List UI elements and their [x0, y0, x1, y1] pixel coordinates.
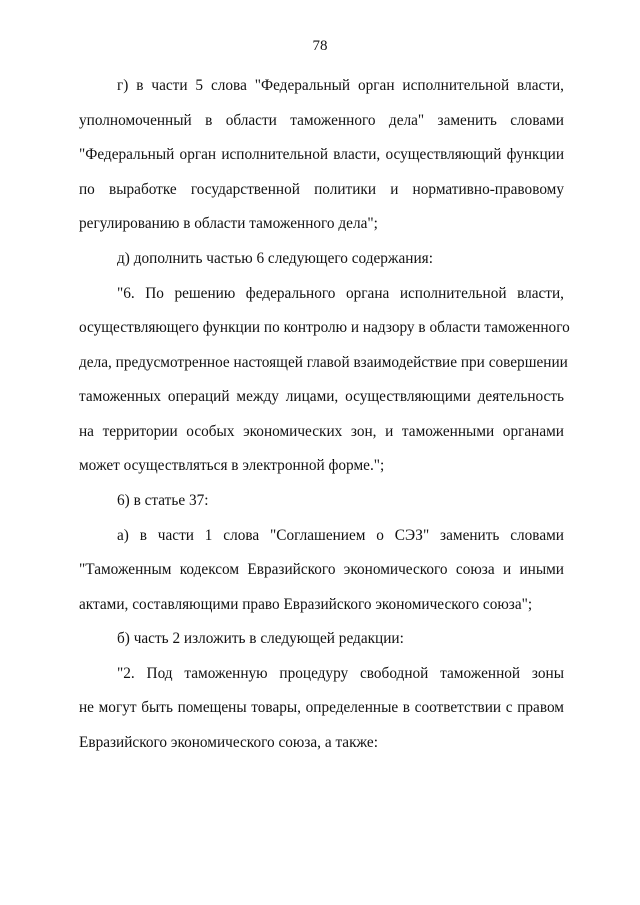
text-line: осуществляющего функции по контролю и надзору в области таможенного	[79, 319, 570, 336]
text-line: "Федеральный орган исполнительной власти, осуществляющий функции	[79, 146, 564, 163]
text-line: регулированию в области таможенного дела";	[79, 215, 378, 232]
text-line: может осуществляться в электронной форме.";	[79, 457, 385, 474]
text-line: уполномоченный в области таможенного дела" заменить словами	[79, 112, 564, 129]
text-line: на территории особых экономических зон, и таможенными органами	[79, 423, 564, 440]
text-line: по выработке государственной политики и нормативно-правовому	[79, 181, 564, 198]
text-line: г) в части 5 слова "Федеральный орган исполнительной власти,	[117, 77, 564, 94]
text-line: 6) в статье 37:	[117, 492, 209, 509]
text-line: "6. По решению федерального органа исполнительной власти,	[117, 285, 564, 302]
text-line: "2. Под таможенную процедуру свободной таможенной зоны	[117, 665, 564, 682]
text-line: дела, предусмотренное настоящей главой взаимодействие при совершении	[79, 354, 568, 371]
text-line: таможенных операций между лицами, осуществляющими деятельность	[79, 388, 564, 405]
text-line: "Таможенным кодексом Евразийского экономического союза и иными	[79, 561, 564, 578]
text-line: актами, составляющими право Евразийского экономического союза";	[79, 596, 533, 613]
text-line: не могут быть помещены товары, определенные в соответствии с правом	[79, 699, 564, 716]
text-line: а) в части 1 слова "Соглашением о СЭЗ" заменить словами	[117, 527, 564, 544]
page-number: 78	[312, 38, 328, 54]
text-line: б) часть 2 изложить в следующей редакции:	[117, 630, 404, 647]
text-line: Евразийского экономического союза, а также:	[79, 734, 378, 751]
text-line: д) дополнить частью 6 следующего содержания:	[117, 250, 433, 267]
